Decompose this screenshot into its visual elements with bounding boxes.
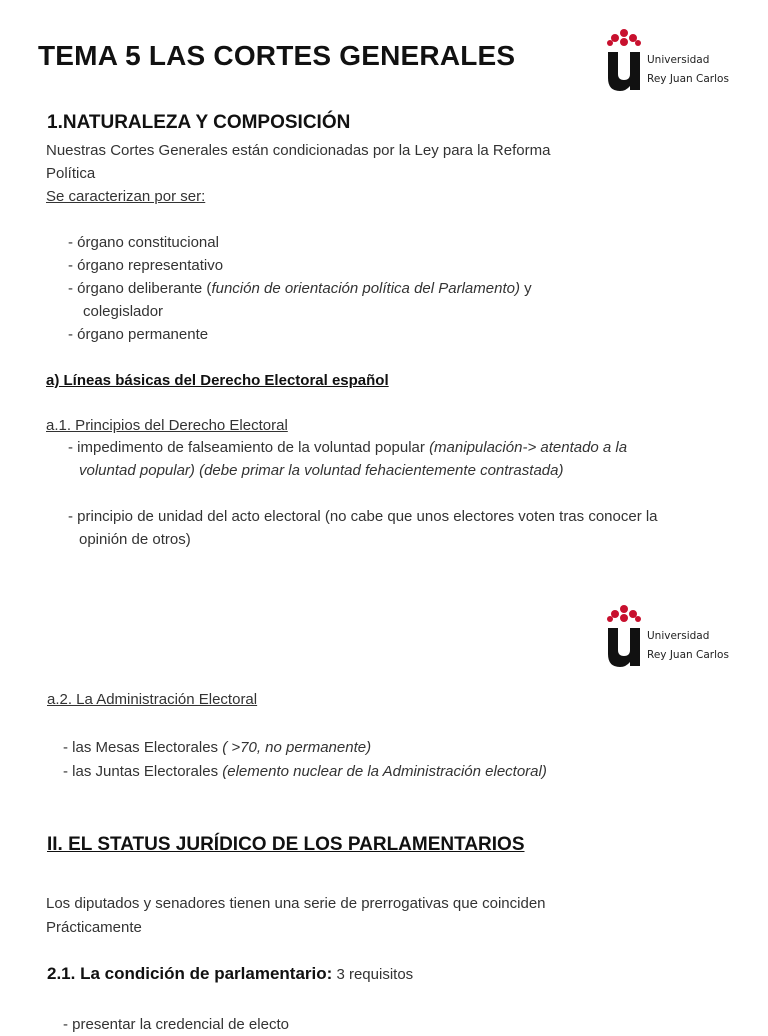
logo-line1: Universidad bbox=[647, 630, 710, 642]
a1-item1-prefix: - impedimento de falseamiento de la voluntad popular bbox=[68, 439, 430, 456]
a1-item1 bbox=[68, 436, 627, 459]
subheading-2-1-bold: 2.1. La condición de parlamentario: bbox=[47, 964, 333, 983]
subheading-2-1 bbox=[47, 964, 413, 984]
list-item: - órgano constitucional bbox=[68, 234, 219, 251]
section2-para-line1: Los diputados y senadores tienen una serie de prerrogativas que coinciden bbox=[46, 895, 546, 912]
list-item-deliberante bbox=[68, 277, 532, 300]
a1-item1-line2: voluntad popular) (debe primar la voluntad fehacientemente contrastada) bbox=[79, 462, 564, 479]
list-item: - órgano permanente bbox=[68, 326, 209, 343]
a1-item1-italic: (manipulación-> atentado a la bbox=[429, 439, 628, 456]
deliberante-italic: función de orientación política del Parlamento) bbox=[211, 280, 520, 297]
characterized-label: Se caracterizan por ser: bbox=[46, 188, 206, 205]
deliberante-suffix: y bbox=[519, 280, 532, 297]
a1-item2-line2: opinión de otros) bbox=[79, 531, 191, 548]
urjc-emblem-icon bbox=[606, 28, 642, 92]
list-item: - órgano representativo bbox=[68, 257, 224, 274]
a1-heading: a.1. Principios del Derecho Electoral bbox=[46, 417, 288, 434]
section-heading-2: II. EL STATUS JURÍDICO DE LOS PARLAMENTARIOS bbox=[47, 834, 525, 855]
intro-line2: Política bbox=[46, 165, 96, 182]
section2-para-line2: Prácticamente bbox=[46, 919, 142, 936]
university-logo bbox=[606, 28, 734, 92]
urjc-emblem-icon bbox=[606, 604, 642, 668]
section-heading-1: 1.NATURALEZA Y COMPOSICIÓN bbox=[47, 112, 351, 133]
deliberante-line2: colegislador bbox=[83, 303, 164, 320]
a2-item2-italic: (elemento nuclear de la Administración electoral) bbox=[222, 763, 547, 780]
a2-item1-italic: ( >70, no permanente) bbox=[222, 739, 372, 756]
cut-off-list-item: - presentar la credencial de electo bbox=[63, 1016, 289, 1033]
subheading-2-1-normal: 3 requisitos bbox=[332, 966, 414, 983]
a2-heading: a.2. La Administración Electoral bbox=[47, 691, 258, 708]
a2-item1 bbox=[63, 736, 371, 759]
a2-item2-prefix: - las Juntas Electorales bbox=[63, 763, 223, 780]
a2-item1-prefix: - las Mesas Electorales bbox=[63, 739, 223, 756]
logo-line2: Rey Juan Carlos bbox=[647, 73, 729, 85]
logo-line1: Universidad bbox=[647, 54, 710, 66]
a2-item2 bbox=[63, 760, 547, 783]
deliberante-prefix: - órgano deliberante ( bbox=[68, 280, 212, 297]
logo-line2: Rey Juan Carlos bbox=[647, 649, 729, 661]
intro-line1: Nuestras Cortes Generales están condicionadas por la Ley para la Reforma bbox=[46, 142, 551, 159]
university-logo bbox=[606, 604, 734, 668]
subheading-a: a) Líneas básicas del Derecho Electoral español bbox=[46, 372, 389, 389]
page-title: TEMA 5 LAS CORTES GENERALES bbox=[38, 40, 516, 71]
a1-item2: - principio de unidad del acto electoral (no cabe que unos electores voten tras conocer la bbox=[68, 508, 658, 525]
